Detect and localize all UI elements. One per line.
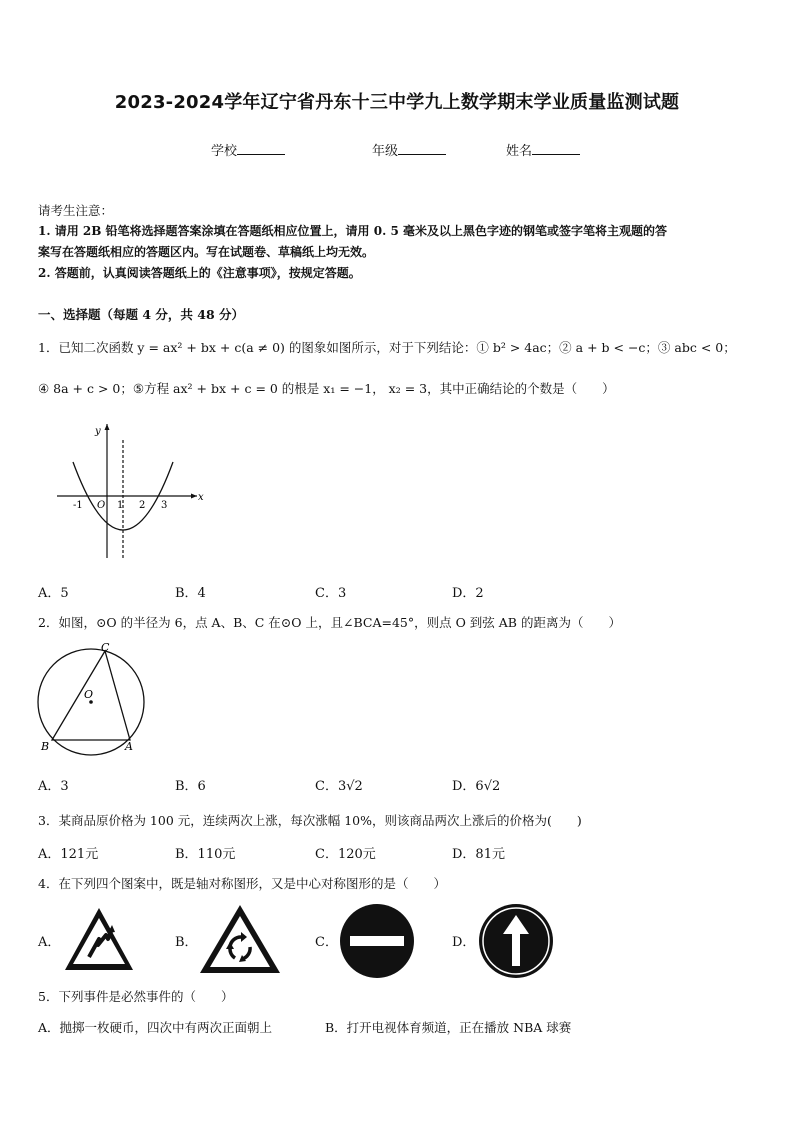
label-c: C [101, 641, 110, 654]
notice-line2: 2. 答题前，认真阅读答题纸上的《注意事项》，按规定答题。 [38, 266, 361, 280]
q1-text-line2: ④ 8a + c > 0；⑤方程 ax² + bx + c = 0 的根是 x₁ = −1， x₂ = 3，其中正确结论的个数是（ ） [38, 381, 615, 396]
q4-option-d-label: D． [452, 935, 476, 950]
q2-option-c: C．3√2 [315, 779, 363, 794]
grade-label: 年级 [372, 144, 399, 159]
page-title: 2023-2024学年辽宁省丹东十三中学九上数学期末学业质量监测试题 [114, 92, 680, 113]
q1-option-a: A．5 [38, 586, 69, 601]
tick-label-2: 2 [139, 500, 146, 511]
name-blank [532, 142, 580, 155]
q5-text: 5．下列事件是必然事件的（ ） [38, 989, 234, 1004]
q1-option-c: C．3 [315, 586, 347, 601]
school-label: 学校 [211, 144, 238, 159]
q3-option-c: C．120元 [315, 847, 376, 862]
notice-line1: 1. 请用 2B 铅笔将选择题答案涂填在答题纸相应位置上，请用 0. 5 毫米及以上黑色字迹的钢笔或签字笔将主观题的答 [38, 224, 667, 238]
q2-circle-figure [32, 636, 152, 756]
q3-text: 3．某商品原价格为 100 元，连续两次上涨，每次涨幅 10%，则该商品两次上涨后的价格为( ) [38, 813, 582, 828]
tick-label-3: 3 [161, 500, 168, 511]
q4-sign-c-icon [338, 902, 416, 980]
tick-label-minus1: -1 [73, 500, 83, 511]
label-o: O [84, 688, 94, 701]
x-axis-label: x [198, 492, 204, 503]
q1-text-line1: 1．已知二次函数 y = ax² + bx + c(a ≠ 0) 的图象如图所示，对于下列结论：① b² > 4ac；② a + b < −c；③ abc < 0； [38, 340, 736, 355]
q4-sign-b-icon [198, 903, 282, 975]
q1-option-d: D．2 [452, 586, 484, 601]
q3-option-d: D．81元 [452, 847, 505, 862]
q4-sign-d-icon [477, 902, 555, 980]
y-axis-label: y [95, 426, 101, 437]
y-axis-arrow [105, 424, 110, 430]
notice-line1b: 案写在答题纸相应的答题区内。写在试题卷、草稿纸上均无效。 [38, 245, 375, 259]
school-blank [237, 142, 285, 155]
x-axis-arrow [191, 494, 197, 499]
q5-option-a: A．抛掷一枚硬币，四次中有两次正面朝上 [38, 1020, 273, 1035]
q3-option-b: B．110元 [175, 847, 236, 862]
q4-option-b-label: B． [175, 935, 198, 950]
q1-parabola-graph [55, 418, 215, 568]
grade-blank [398, 142, 446, 155]
q2-option-d: D．6√2 [452, 779, 501, 794]
q2-option-b: B．6 [175, 779, 206, 794]
q4-option-c-label: C． [315, 935, 338, 950]
q5-option-b: B．打开电视体育频道，正在播放 NBA 球赛 [325, 1020, 572, 1035]
q4-sign-a-icon [62, 905, 136, 973]
grade-field [372, 140, 446, 159]
q2-text: 2．如图，⊙O 的半径为 6，点 A、B、C 在⊙O 上，且∠BCA=45°，则点 O 到弦 AB 的距离为（ ） [38, 615, 621, 630]
origin-label: O [97, 500, 106, 511]
q2-option-a: A．3 [38, 779, 69, 794]
label-b: B [41, 740, 50, 753]
section-heading: 一、选择题（每题 4 分，共 48 分） [38, 307, 245, 322]
label-a: A [125, 740, 133, 753]
name-field [506, 140, 580, 159]
tick-label-1: 1 [117, 500, 124, 511]
name-label: 姓名 [506, 144, 533, 159]
q3-option-a: A．121元 [38, 847, 99, 862]
q4-option-a-label: A． [38, 935, 61, 950]
q4-text: 4．在下列四个图案中，既是轴对称图形，又是中心对称图形的是（ ） [38, 876, 446, 891]
notice-header: 请考生注意： [38, 203, 114, 218]
school-field [211, 140, 285, 159]
q1-option-b: B．4 [175, 586, 206, 601]
